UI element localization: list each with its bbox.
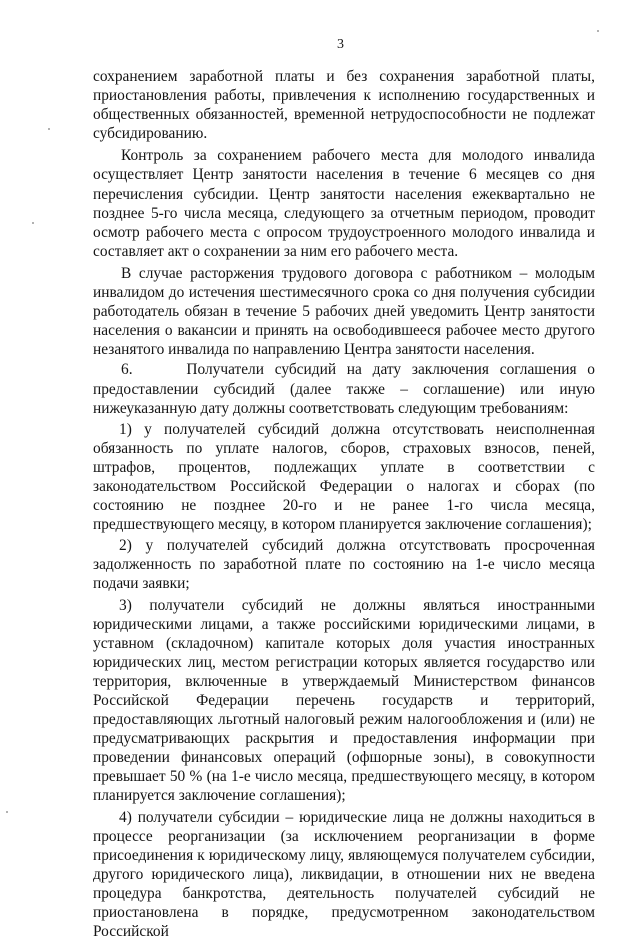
paragraph-item-6-requirements: 6. Получатели субсидий на дату заключения соглашения о предоставлении субсидий (далее также – соглашение) или иную нижеуказанную дату должны соответствовать следующим требованиям: bbox=[93, 361, 595, 417]
paragraph-contract-termination: В случае расторжения трудового договора с работником – молодым инвалидом до истечения шестимесячного срока со дня получения субсидии работодатель обязан в течение 5 рабочих дней уведомить Центр занятости населения о вакансии и принять на освободившееся рабочее место другого незанятого инвалида по направлению Центра занятости населения. bbox=[93, 264, 595, 359]
paragraph-requirement-2-no-wage-arrears: 2) у получателей субсидий должна отсутствовать просроченная задолженность по заработной плате по состоянию на 1-е число месяца подачи заявки; bbox=[93, 537, 595, 593]
paragraph-requirement-4-no-reorganization: 4) получатели субсидии – юридические лица не должны находиться в процессе реорганизации (за исключением реорганизации в форме присоединения к юридическому лицу, являющемуся получателем субсидии, другого юридического лица), ликвидации, в отношении них не введена процедура банкротства, деятельность получателей субсидий не приостановлена в порядке, предусмотренном законодательством Российской bbox=[93, 808, 595, 941]
paragraph-workplace-control: Контроль за сохранением рабочего места для молодого инвалида осуществляет Центр занятости населения в течение 6 месяцев со дня перечисления субсидии. Центр занятости населения ежеквартально не позднее 5-го числа месяца, следующего за отчетным периодом, проводит осмотр рабочего места с опросом трудоустроенного молодого инвалида и составляет акт о сохранении за ним его рабочего места. bbox=[93, 147, 595, 260]
paragraph-continuation: сохранением заработной платы и без сохранения заработной платы, приостановления работы, привлечения к исполнению государственных и общественных обязанностей, временной нетрудоспособности не подлежат субсидированию. bbox=[93, 68, 595, 143]
scan-speck bbox=[6, 811, 8, 813]
scan-speck bbox=[597, 30, 599, 32]
paragraph-requirement-1-no-tax-debt: 1) у получателей субсидий должна отсутствовать неисполненная обязанность по уплате налогов, сборов, страховых взносов, пеней, штрафов, процентов, подлежащих уплате в соответствии с законодательством Российской Федерации о налогах и сборах (по состоянию не позднее 20-го и не ранее 1-го числа месяца, предшествующего месяцу, в котором планируется заключение соглашения); bbox=[93, 420, 595, 534]
scan-speck bbox=[48, 128, 50, 130]
paragraph-requirement-3-not-foreign-entity: 3) получатели субсидий не должны являться иностранными юридическими лицами, а также российскими юридическими лицами, в уставном (складочном) капитале которых доля участия иностранных юридических лиц, местом регистрации которых является государство или территория, включенные в утверждаемый Министерством финансов Российской Федерации перечень государств и территорий, предоставляющих льготный налоговый режим налогообложения и (или) не предусматривающих раскрытия и предоставления информации при проведении финансовых операций (офшорные зоны), в совокупности превышает 50 % (на 1-е число месяца, предшествующего месяцу, в котором планируется заключение соглашения); bbox=[93, 596, 595, 805]
page-number: 3 bbox=[337, 37, 344, 52]
document-body bbox=[93, 67, 595, 941]
scan-speck bbox=[32, 222, 34, 224]
